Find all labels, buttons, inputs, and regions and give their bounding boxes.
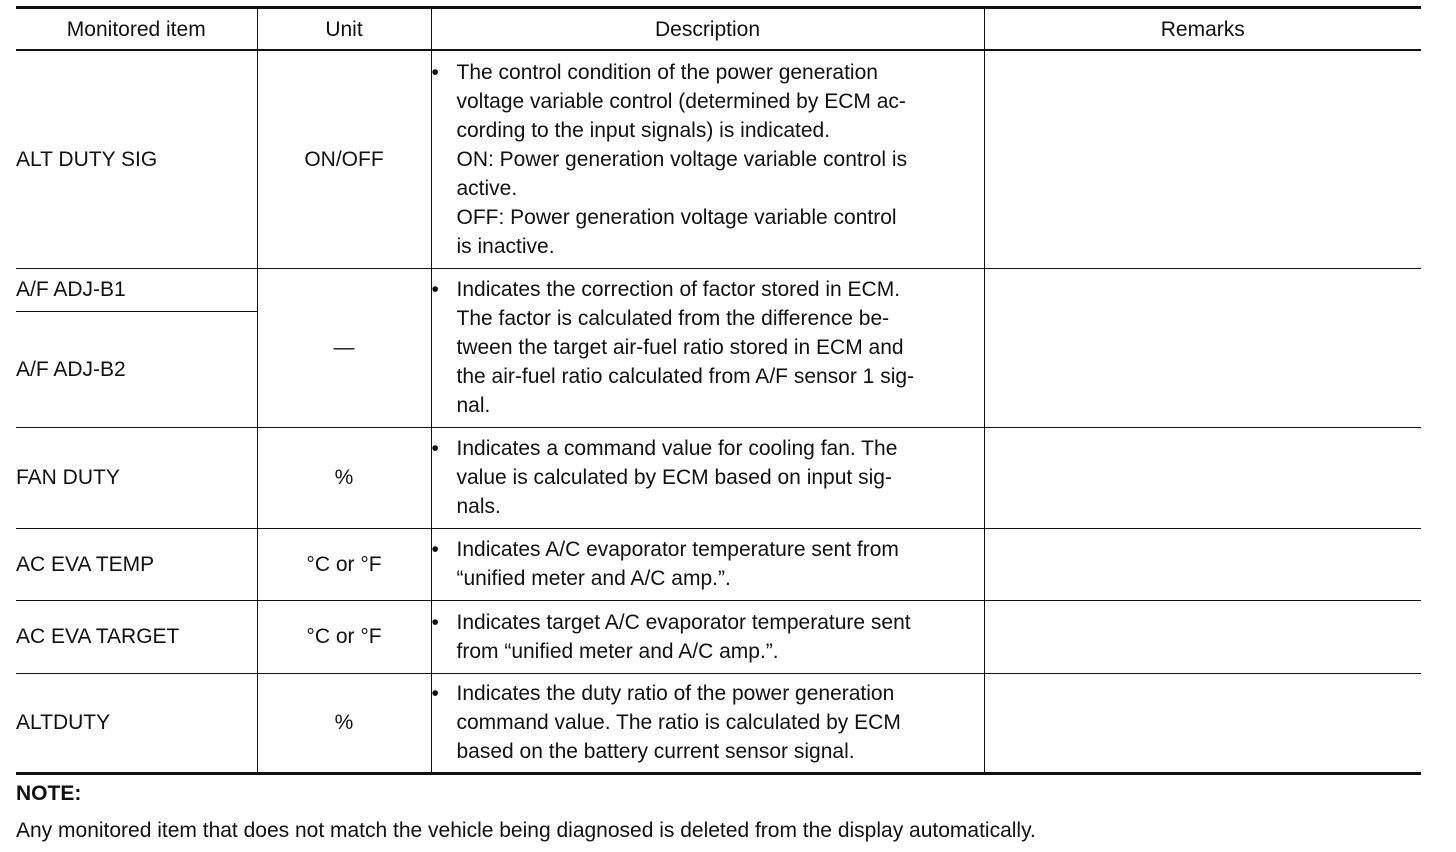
unit-cell: °C or °F bbox=[257, 600, 431, 673]
bullet-point: • bbox=[431, 610, 439, 634]
description-line: active. bbox=[456, 176, 518, 200]
description-line: tween the target air-fuel ratio stored in ECM and bbox=[456, 336, 904, 359]
remarks-cell bbox=[984, 268, 1421, 427]
table-row bbox=[16, 600, 1421, 673]
remarks-cell bbox=[984, 600, 1421, 673]
monitored-item-cell: A/F ADJ-B1 bbox=[16, 268, 257, 311]
monitored-items-table bbox=[16, 6, 1421, 775]
table-row bbox=[16, 528, 1421, 600]
monitored-item-cell: AC EVA TEMP bbox=[16, 528, 257, 600]
description-cell bbox=[431, 673, 984, 773]
header-remarks: Remarks bbox=[984, 8, 1421, 51]
unit-cell: % bbox=[257, 673, 431, 773]
table-row bbox=[16, 673, 1421, 773]
description-line: OFF: Power generation voltage variable control bbox=[456, 205, 897, 229]
unit-cell: % bbox=[257, 427, 431, 528]
unit-cell: — bbox=[257, 268, 431, 427]
description-line: Indicates target A/C evaporator temperature sent bbox=[456, 610, 911, 634]
header-unit: Unit bbox=[257, 8, 431, 51]
description-line: The control condition of the power generation bbox=[456, 60, 878, 84]
description-cell bbox=[431, 600, 984, 673]
bullet-point: • bbox=[431, 60, 439, 84]
table-row bbox=[16, 268, 1421, 311]
monitored-item-cell: ALT DUTY SIG bbox=[16, 50, 257, 268]
description-cell bbox=[431, 427, 984, 528]
description-line: Indicates A/C evaporator temperature sent from bbox=[456, 538, 899, 561]
description-line: the air-fuel ratio calculated from A/F sensor 1 sig- bbox=[456, 365, 915, 388]
note-text: Any monitored item that does not match the vehicle being diagnosed is deleted from the display automatically. bbox=[16, 819, 1036, 842]
monitored-item-cell: ALTDUTY bbox=[16, 673, 257, 773]
description-line: nals. bbox=[456, 495, 501, 518]
header-description: Description bbox=[431, 8, 984, 51]
note-title: NOTE: bbox=[16, 782, 82, 805]
description-line: value is calculated by ECM based on input sig- bbox=[456, 466, 892, 489]
table-header-row bbox=[16, 8, 1421, 51]
bullet-point: • bbox=[431, 538, 439, 561]
description-line: command value. The ratio is calculated by ECM bbox=[456, 711, 901, 734]
remarks-cell bbox=[984, 528, 1421, 600]
description-cell bbox=[431, 50, 984, 268]
description-line: voltage variable control (determined by ECM ac- bbox=[456, 89, 906, 113]
remarks-cell bbox=[984, 50, 1421, 268]
description-line: ON: Power generation voltage variable control is bbox=[456, 147, 908, 171]
description-cell bbox=[431, 528, 984, 600]
unit-cell: ON/OFF bbox=[257, 50, 431, 268]
description-line: Indicates the duty ratio of the power generation bbox=[456, 682, 895, 705]
description-line: “unified meter and A/C amp.”. bbox=[456, 567, 731, 590]
bullet-point: • bbox=[431, 682, 439, 705]
monitored-item-cell: AC EVA TARGET bbox=[16, 600, 257, 673]
bullet-point: • bbox=[431, 278, 439, 301]
description-cell bbox=[431, 268, 984, 427]
monitored-item-cell: A/F ADJ-B2 bbox=[16, 311, 257, 427]
table-row bbox=[16, 50, 1421, 268]
monitored-item-cell: FAN DUTY bbox=[16, 427, 257, 528]
remarks-cell bbox=[984, 427, 1421, 528]
description-line: The factor is calculated from the difference be- bbox=[456, 307, 890, 330]
note-section bbox=[16, 779, 1036, 845]
description-line: Indicates the correction of factor stored in ECM. bbox=[456, 278, 901, 301]
unit-cell: °C or °F bbox=[257, 528, 431, 600]
description-line: cording to the input signals) is indicated. bbox=[456, 118, 831, 142]
header-monitored-item: Monitored item bbox=[16, 8, 257, 51]
description-line: is inactive. bbox=[456, 234, 555, 258]
description-line: from “unified meter and A/C amp.”. bbox=[456, 639, 779, 663]
remarks-cell bbox=[984, 673, 1421, 773]
description-line: nal. bbox=[456, 394, 491, 417]
table-row bbox=[16, 427, 1421, 528]
description-line: based on the battery current sensor signal. bbox=[456, 740, 855, 763]
description-line: Indicates a command value for cooling fan. The bbox=[456, 437, 898, 460]
bullet-point: • bbox=[431, 437, 439, 460]
